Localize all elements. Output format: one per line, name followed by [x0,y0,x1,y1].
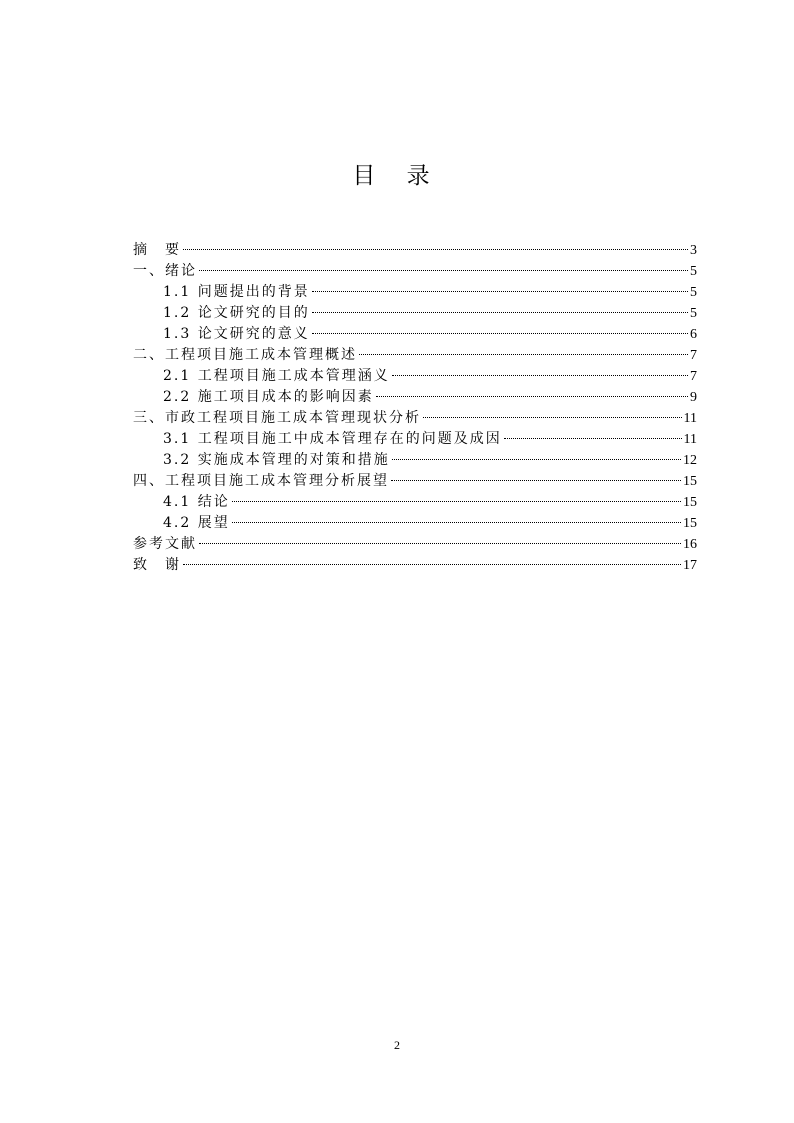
toc-entry-label: 四、工程项目施工成本管理分析展望 [133,473,389,489]
toc-entry-page: 7 [690,348,697,363]
toc-entry-label: 三、市政工程项目施工成本管理现状分析 [133,410,421,426]
toc-entry-label: 3.2 实施成本管理的对策和措施 [163,452,390,468]
toc-entry-label: 4.1 结论 [163,494,230,510]
toc-entry[interactable] [133,366,697,387]
toc-entry[interactable] [133,534,697,555]
toc-entry[interactable] [133,240,697,261]
toc-entry-page: 11 [683,411,697,426]
toc-entry-label: 一、绪论 [133,263,197,279]
toc-leader-dots [312,312,688,313]
toc-entry-label: 摘 要 [133,242,181,258]
toc-leader-dots [199,543,681,544]
toc-entry-label: 3.1 工程项目施工中成本管理存在的问题及成因 [163,431,502,447]
toc-leader-dots [232,501,681,502]
toc-entry[interactable] [133,471,697,492]
toc-leader-dots [312,333,688,334]
page-number: 2 [394,1038,400,1052]
toc-entry[interactable] [133,429,697,450]
toc-entry[interactable] [133,345,697,366]
toc-entry-label: 二、工程项目施工成本管理概述 [133,347,357,363]
toc-entry-page: 6 [690,327,697,342]
toc-entry-page: 12 [683,453,697,468]
toc-entry-page: 5 [690,285,697,300]
toc-entry[interactable] [133,261,697,282]
toc-entry-label: 1.2 论文研究的目的 [163,305,310,321]
toc-entry[interactable] [133,324,697,345]
toc-leader-dots [312,291,688,292]
toc-leader-dots [392,375,688,376]
toc-leader-dots [183,564,681,565]
toc-entry-page: 7 [690,369,697,384]
toc-leader-dots [423,417,682,418]
toc-entry-page: 16 [683,537,697,552]
toc-entry[interactable] [133,408,697,429]
toc-entry[interactable] [133,492,697,513]
page-title: 目 录 [352,163,442,189]
toc-entry-page: 15 [683,516,697,531]
toc-leader-dots [183,249,688,250]
toc-entry-page: 5 [690,306,697,321]
toc-entry-page: 3 [690,243,697,258]
toc-entry-page: 17 [683,558,697,573]
toc-leader-dots [232,522,681,523]
toc-entry[interactable] [133,387,697,408]
toc-leader-dots [392,459,681,460]
toc-entry-label: 致 谢 [133,557,181,573]
toc-entry-label: 1.3 论文研究的意义 [163,326,310,342]
toc-entry[interactable] [133,282,697,303]
toc-entry-page: 11 [683,432,697,447]
toc-entry-label: 参考文献 [133,536,197,552]
toc-leader-dots [391,480,681,481]
toc-leader-dots [359,354,688,355]
toc-entry-label: 1.1 问题提出的背景 [163,284,310,300]
toc-entry-label: 2.2 施工项目成本的影响因素 [163,389,374,405]
toc-entry[interactable] [133,303,697,324]
toc-entry-page: 9 [690,390,697,405]
toc-leader-dots [376,396,688,397]
toc-leader-dots [504,438,682,439]
toc-entry[interactable] [133,450,697,471]
toc-leader-dots [199,270,688,271]
toc-entry-page: 15 [683,495,697,510]
toc-entry-page: 15 [683,474,697,489]
toc-entry[interactable] [133,513,697,534]
toc-entry-page: 5 [690,264,697,279]
table-of-contents [133,240,697,576]
toc-entry[interactable] [133,555,697,576]
toc-entry-label: 2.1 工程项目施工成本管理涵义 [163,368,390,384]
toc-entry-label: 4.2 展望 [163,515,230,531]
